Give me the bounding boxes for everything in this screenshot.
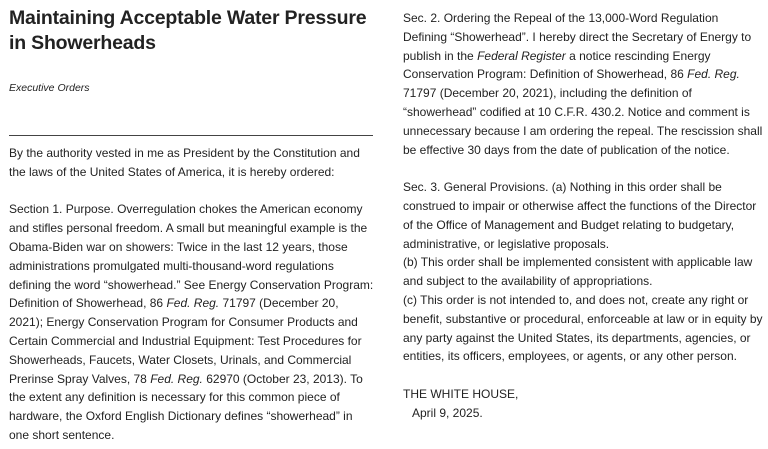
title-line-1: Maintaining Acceptable Water Pressure (9, 7, 367, 29)
section-1-fed-reg-1: Fed. Reg. (166, 296, 220, 311)
section-2-text-b: a notice rescinding Energy Conservation Program: Definition of Showerhead, 86 (403, 48, 711, 82)
category-label: Executive Orders (9, 82, 90, 94)
title-line-2: in Showerheads (9, 32, 156, 54)
section-2-text-a: Sec. 2. Ordering the Repeal of the 13,000-Word Regulation Defining “Showerhead”. I hereby direct the Secretary of Energy to publish in the (403, 11, 752, 63)
section-3-paragraph-b: (b) This order shall be implemented consistent with applicable law and subject to the availability of appropriations. (403, 255, 753, 289)
right-column (403, 0, 765, 423)
section-3-paragraph-a: Sec. 3. General Provisions. (a) Nothing in this order shall be construed to impair or otherwise affect the functions of the Director of the Office of Management and Budget relating to budgetary, administrative, or legislative proposals. (403, 180, 757, 251)
signature-date: April 9, 2025. (412, 405, 483, 420)
section-1-paragraph (9, 200, 375, 444)
section-2-federal-register: Federal Register (477, 48, 566, 63)
left-column (9, 0, 375, 445)
divider (9, 135, 373, 136)
intro-paragraph: By the authority vested in me as President by the Constitution and the laws of the United States of America, it is hereby ordered: (9, 146, 360, 179)
section-2-paragraph (403, 9, 765, 159)
section-3-paragraph-c: (c) This order is not intended to, and does not, create any right or benefit, substantive or procedural, enforceable at law or in equity by any party against the United States, its departments, agencies, or entities, its officers, employees, or agents, or any other person. (403, 292, 763, 364)
section-1-text-a: Section 1. Purpose. Overregulation chokes the American economy and stifles personal freedom. A small but meaningful example is the Obama-Biden war on showers: Twice in the last 12 years, those administrations promulgated multi-thousand-word regulations defining the word “showerhead.” See Energy Conservation Program: Definition of Showerhead, 86 (9, 202, 374, 311)
signature-house: THE WHITE HOUSE, (403, 386, 519, 401)
page-title (9, 6, 375, 56)
section-2-text-c: 71797 (December 20, 2021), including the definition of “showerhead” codified at 10 C.F.R. 430.2. Notice and comment is unnecessary because I am ordering the repeal. The rescission shall be effective 30 days from the date of publication of the notice. (403, 86, 763, 157)
section-1-fed-reg-2: Fed. Reg. (150, 371, 203, 386)
section-1-text-b: 71797 (December 20, 2021); Energy Conservation Program for Consumer Products and Certain Commercial and Industrial Equipment: Test Procedures for Showerheads, Faucets, Water Closets, Urinals, and Commercial Prerinse Spray Valves, 78 (9, 296, 362, 386)
section-2-fed-reg: Fed. Reg. (687, 67, 740, 82)
section-1-text-c: 62970 (October 23, 2013). To the extent any definition is necessary for this common piece of hardware, the Oxford English Dictionary defines “showerhead” in one short sentence. (9, 371, 363, 442)
